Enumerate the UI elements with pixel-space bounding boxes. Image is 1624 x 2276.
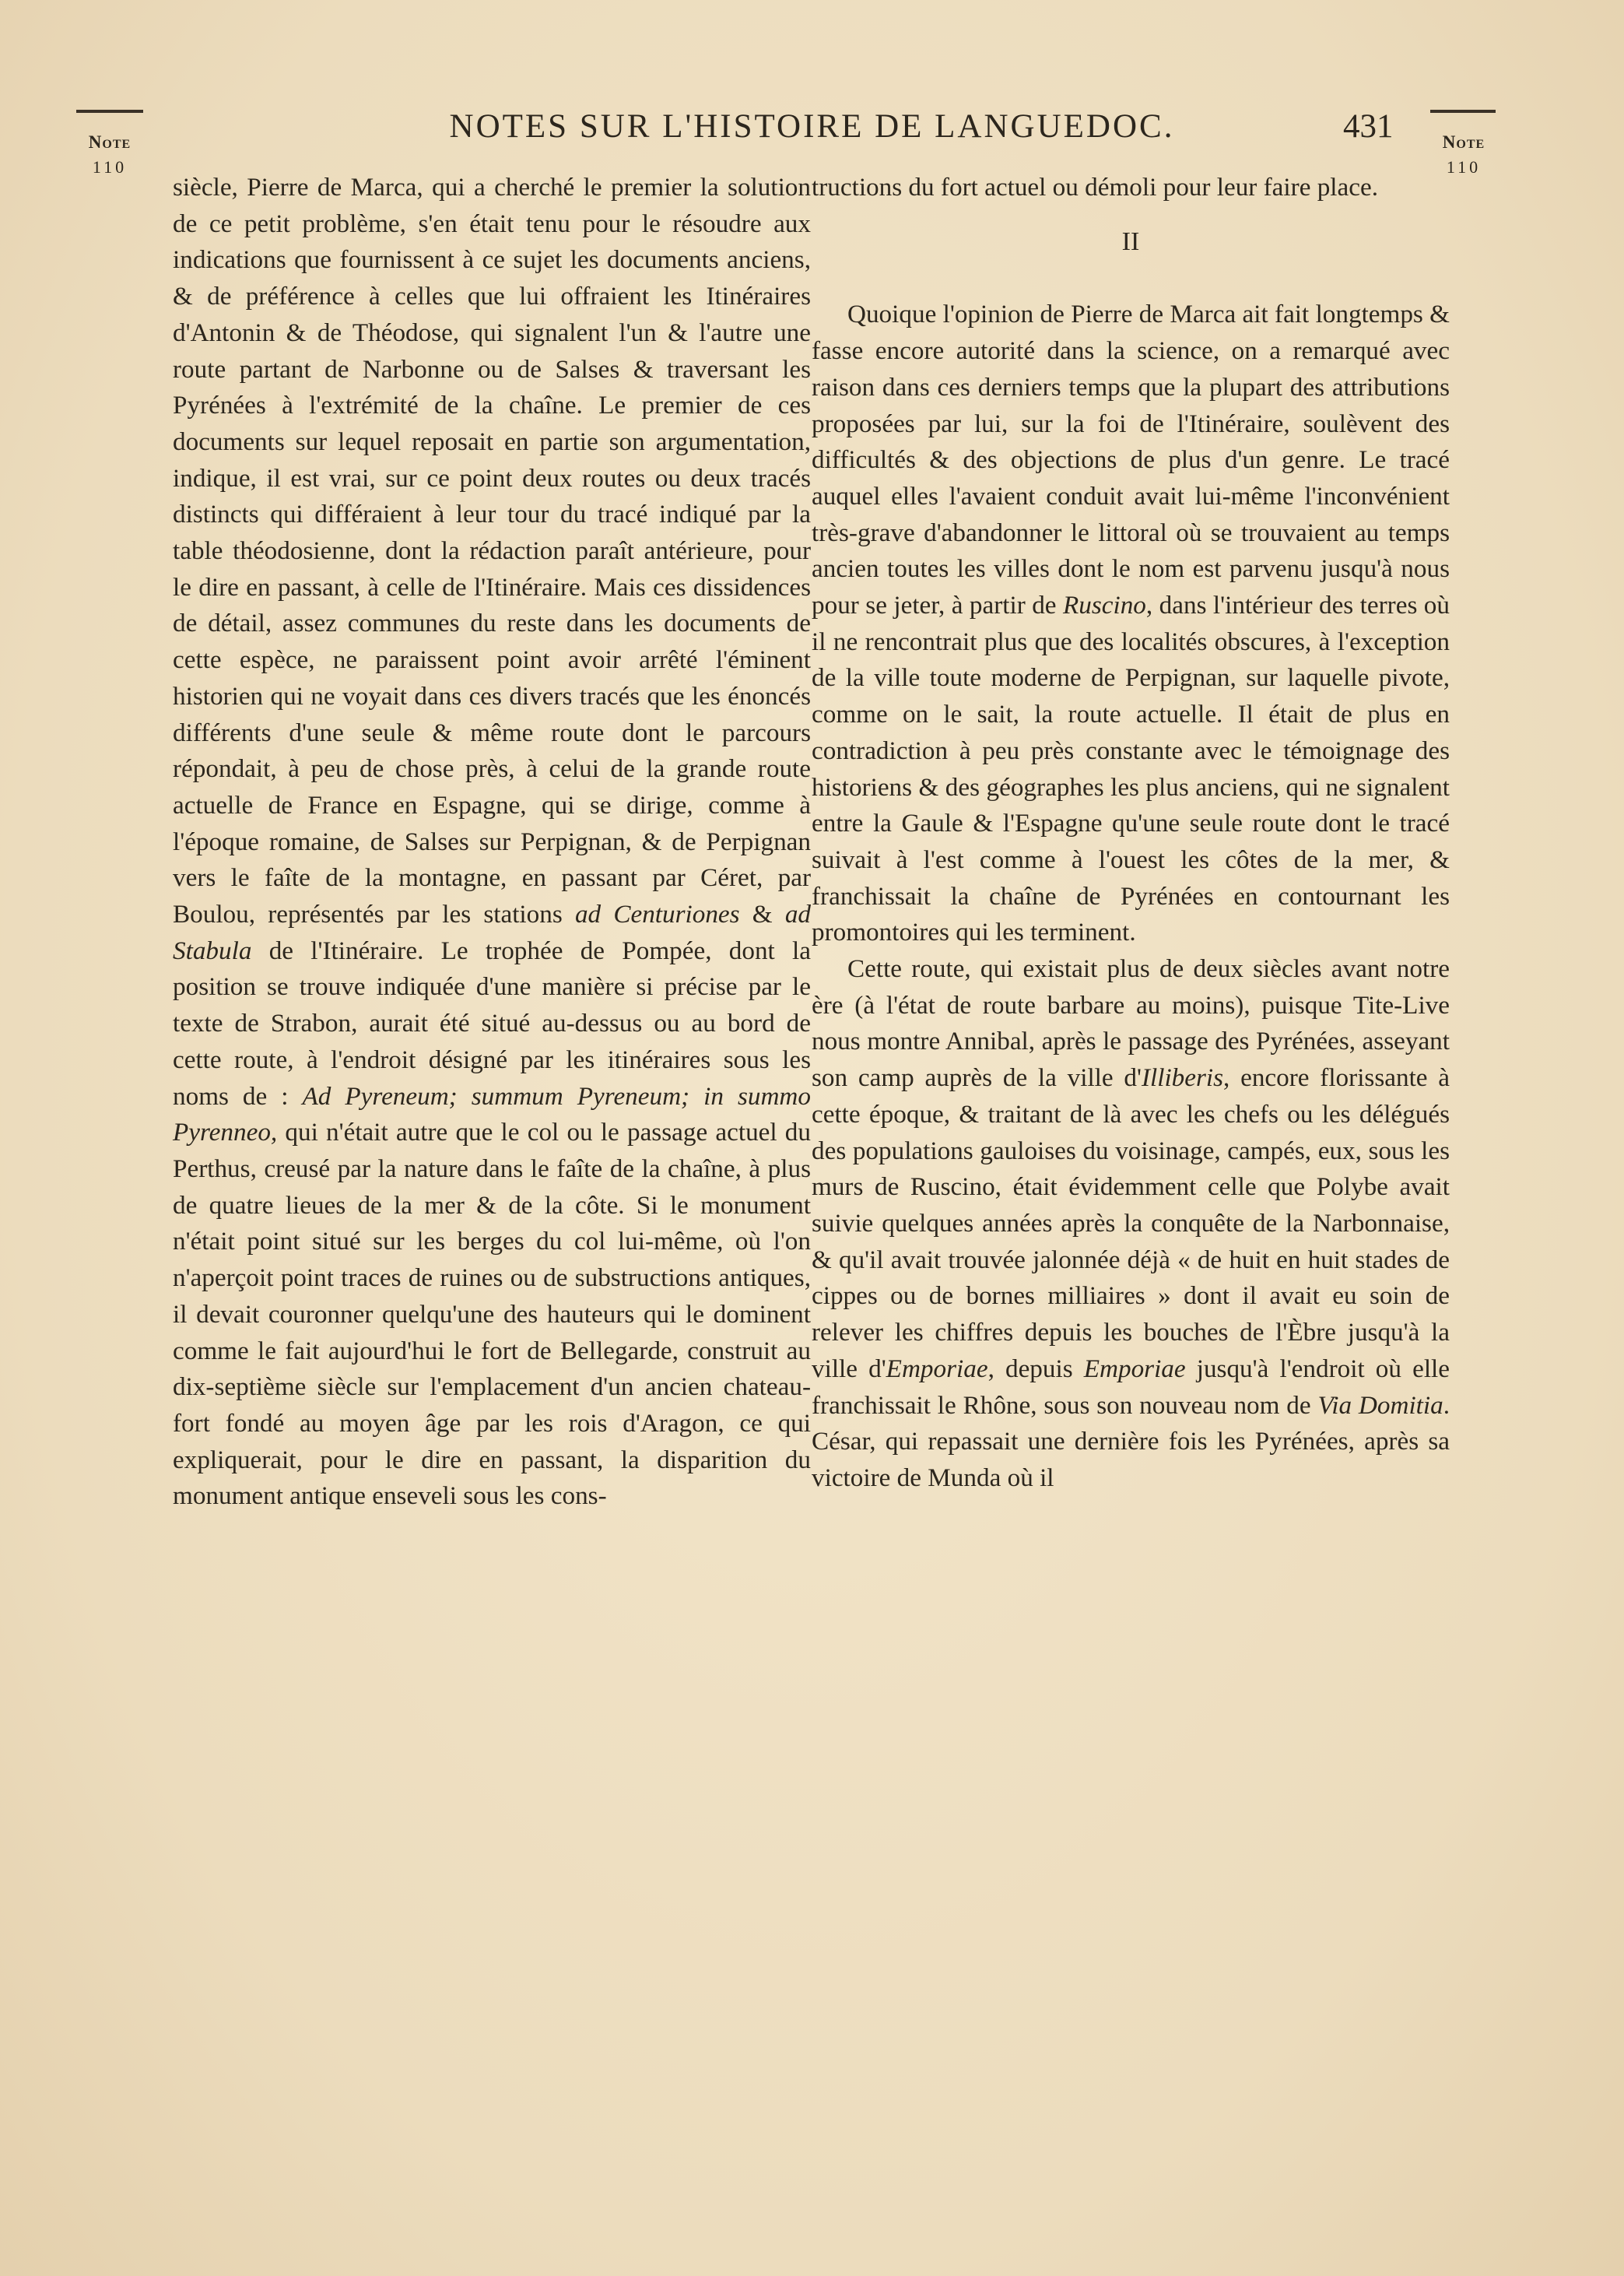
text-column-right xyxy=(812,170,1450,1497)
margin-note-number: 110 xyxy=(1446,157,1482,177)
text-run: de l'Itinéraire. Le trophée de Pompée, dont la position se trouve indiquée d'une manière si précise par le texte de Strabon, aurait été situé au-dessus ou au bord de cette route, à l'endroit désigné par les itinéraires sous les noms de : xyxy=(173,936,811,1111)
margin-note-number: 110 xyxy=(92,157,128,177)
latin-term: Ad Pyreneum; summum Pyreneum; in summo Pyrenneo, xyxy=(173,1081,811,1147)
latin-term: ad Centuriones xyxy=(574,900,740,929)
text-run: , dans l'intérieur des terres où il ne rencontrait plus que des localités obscures, à l'exception de la ville toute moderne de Perpignan, sur laquelle pivote, comme on le sait, la route actuelle. Il était de plus en contradiction à peu près constante avec le témoignage des historiens & des géographes les plus anciens, qui ne signalent entre la Gaule & l'Espagne qu'une seule route dont le tracé suivait à l'est comme à l'ouest les côtes de la mer, & franchissait la chaîne de Pyrénées en contournant les promontoires qui les terminent. xyxy=(812,591,1450,947)
running-header-title: NOTES SUR L'HISTOIRE DE LANGUEDOC. xyxy=(449,108,1175,145)
text-run: siècle, Pierre de Marca, qui a cherché le premier la solution de ce petit problème, s'en était tenu pour le résoudre aux indications que fournissent à ce sujet les documents anciens, & de préférence à celles que lui offraient les Itinéraires d'Antonin & de Théodose, qui signalent l'un & l'autre une route partant de Narbonne ou de Salses & traversant les Pyrénées à l'extrémité de la chaîne. Le premier de ces documents sur lequel reposait en partie son argumentation, indique, il est vrai, sur ce point deux routes ou deux tracés distincts qui différaient à leur tour du tracé indiqué par la table théodosienne, dont la rédaction paraît antérieure, pour le dire en passant, à celle de l'Itinéraire. Mais ces dissidences de détail, assez communes du reste dans les documents de cette espèce, ne paraissent point avoir arrêté l'éminent historien qui ne voyait dans ces divers tracés que les énoncés différents d'une seule & même route dont le parcours répondait, à peu de chose près, à celui de la grande route actuelle de France en Espagne, qui se dirige, comme à l'époque romaine, de Salses sur Perpignan, & de Perpignan vers le faîte de la montagne, en passant par Céret, par Boulou, représentés par les stations xyxy=(173,173,811,929)
paragraph: tructions du fort actuel ou démoli pour leur faire place. xyxy=(812,173,1379,202)
latin-term: Emporiae xyxy=(886,1354,988,1383)
text-run: Cette route, qui existait plus de deux siècles avant notre ère (à l'état de route barbare au moins), puisque Tite-Live nous montre Annibal, après le passage des Pyrénées, asseyant son camp auprès de la ville d' xyxy=(812,954,1450,1093)
text-run: Quoique l'opinion de Pierre de Marca ait fait longtemps & fasse encore autorité dans la science, on a remarqué avec raison dans ces derniers temps que la plupart des attributions proposées par lui, sur la foi de l'Itinéraire, soulèvent des difficultés & des objections de plus d'un genre. Le tracé auquel elles l'avaient conduit avait lui-même l'inconvénient très-grave d'abandonner le littoral où se trouvaient au temps ancien toutes les villes dont le nom est parvenu jusqu'à nous pour se jeter, à partir de xyxy=(812,300,1450,620)
latin-term: Ruscino xyxy=(1062,591,1146,620)
margin-note-label: Note xyxy=(88,132,132,152)
section-number: II xyxy=(1121,227,1140,256)
text-column-left xyxy=(173,170,811,1515)
page-number: 431 xyxy=(1343,108,1394,145)
text-run: jusqu'à l'endroit où elle franchissait le Rhône, sous son nouveau nom de xyxy=(812,1354,1450,1420)
paragraph xyxy=(173,170,811,1515)
paragraph xyxy=(812,297,1450,951)
text-run: qui n'était autre que le col ou le passage actuel du Perthus, creusé par la nature dans le faîte de la chaîne, à plus de quatre lieues de la mer & de la côte. Si le monument n'était point situé sur les berges du col lui-même, où l'on n'aperçoit point traces de ruines ou de substructions antiques, il devait couronner quelqu'une des hauteurs qui le dominent comme le fait aujourd'hui le fort de Bellegarde, construit au dix-septième siècle sur l'emplacement d'un ancien chateau-fort fondé au moyen âge par les rois d'Aragon, ce qui expliquerait, pour le dire en passant, la disparition du monument antique enseveli sous les cons- xyxy=(173,1118,811,1511)
paragraph xyxy=(812,951,1450,1497)
latin-term: Emporiae xyxy=(1083,1354,1186,1383)
latin-term: ad Stabula xyxy=(173,900,811,965)
margin-note-label: Note xyxy=(1442,132,1485,152)
text-run: . César, qui repassait une dernière fois les Pyrénées, après sa victoire de Munda où il xyxy=(812,1390,1450,1492)
text-run: & xyxy=(739,900,785,929)
latin-term: Illiberis xyxy=(1141,1063,1224,1093)
text-run: , encore florissante à cette époque, & traitant de là avec les chefs ou les délégués des populations gauloises du voisinage, campés, eux, sous les murs de Ruscino, était évidemment celle que Polybe avait suivie quelques années après la conquête de la Narbonnaise, & qu'il avait trouvée jalonnée déjà « de huit en huit stades de cippes ou de bornes milliaires » dont il avait eu soin de relever les chiffres depuis les bouches de l'Èbre jusqu'à la ville d' xyxy=(812,1063,1450,1383)
text-run: , depuis xyxy=(987,1354,1084,1383)
latin-term: Via Domitia xyxy=(1317,1390,1443,1420)
